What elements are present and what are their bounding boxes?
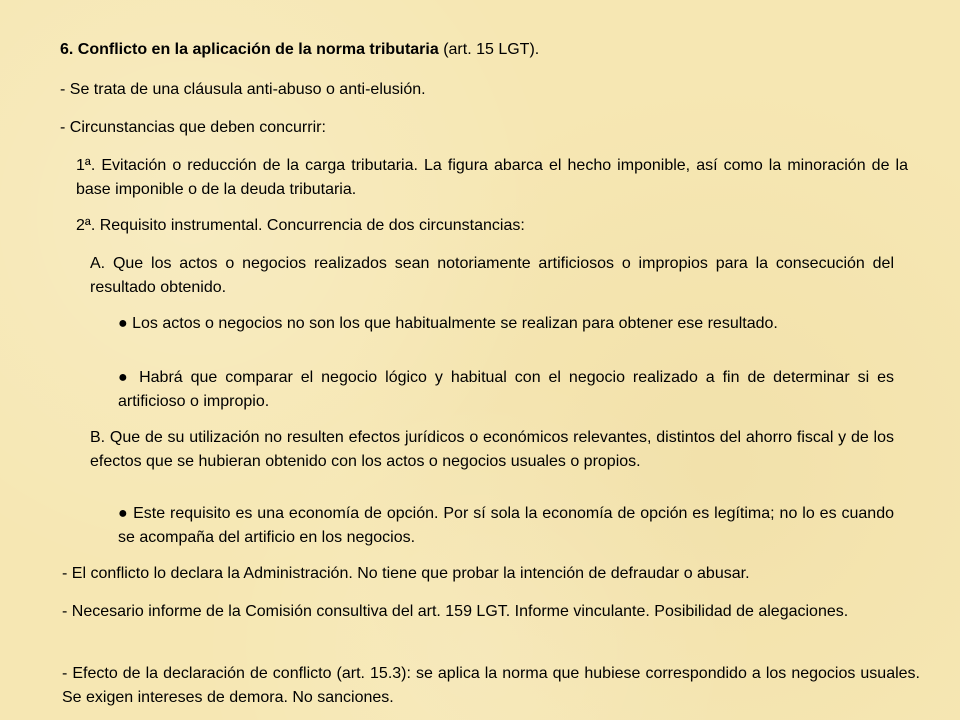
requirement-a-bullet-1: ● Los actos o negocios no son los que habitualmente se realizan para obtener ese resultado. (118, 315, 778, 332)
requirement-a: A. Que los actos o negocios realizados sean notoriamente artificiosos o impropios para la consecución del resultado obtenido. (90, 255, 894, 296)
point-report: - Necesario informe de la Comisión consultiva del art. 159 LGT. Informe vinculante. Posibilidad de alegaciones. (62, 603, 849, 620)
slide-title (60, 38, 920, 62)
requirement-a-bullet-2: ● Habrá que comparar el negocio lógico y habitual con el negocio realizado a fin de determinar si es artificioso o impropio. (118, 369, 894, 410)
circumstance-1: 1ª. Evitación o reducción de la carga tributaria. La figura abarca el hecho imponible, así como la minoración de la base imponible o de la deuda tributaria. (76, 157, 908, 198)
point-effect: - Efecto de la declaración de conflicto (art. 15.3): se aplica la norma que hubiese correspondido a los negocios usuales. Se exigen intereses de demora. No sanciones. (62, 665, 920, 706)
requirement-b: B. Que de su utilización no resulten efectos jurídicos o económicos relevantes, distintos del ahorro fiscal y de los efectos que se hubieran obtenido con los actos o negocios usuales o propios. (90, 429, 894, 470)
circumstance-2: 2ª. Requisito instrumental. Concurrencia de dos circunstancias: (76, 217, 525, 234)
point-anti-abuse: - Se trata de una cláusula anti-abuso o anti-elusión. (60, 81, 426, 98)
requirement-b-bullet-1: ● Este requisito es una economía de opción. Por sí sola la economía de opción es legítima; no lo es cuando se acompaña del artificio en los negocios. (118, 505, 894, 546)
title-bold-text: 6. Conflicto en la aplicación de la norma tributaria (60, 41, 439, 58)
title-rest-text: (art. 15 LGT). (438, 41, 540, 58)
point-circumstances: - Circunstancias que deben concurrir: (60, 119, 326, 136)
point-declaration: - El conflicto lo declara la Administración. No tiene que probar la intención de defraudar o abusar. (62, 565, 750, 582)
